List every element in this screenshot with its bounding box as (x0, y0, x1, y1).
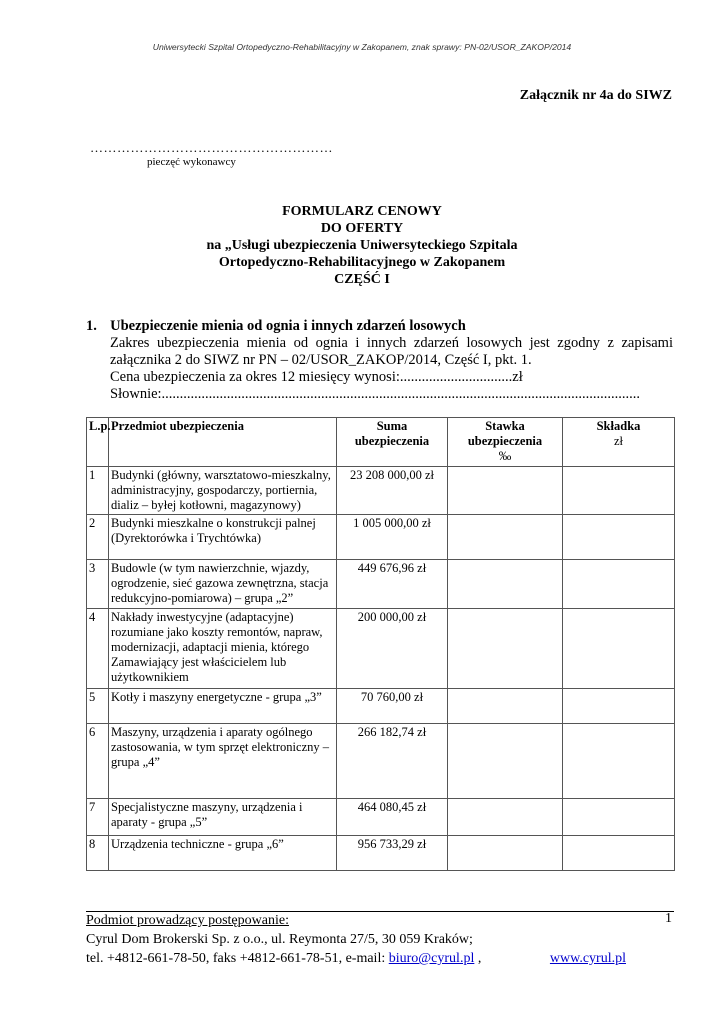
title-line-2: DO OFERTY (320, 221, 404, 236)
row-sum: 464 080,45 zł (337, 799, 448, 836)
row-premium-cell[interactable] (563, 724, 675, 799)
title-line-4: Ortopedyczno-Rehabilitacyjnego w Zakopanem (218, 255, 506, 270)
row-lp: 8 (87, 836, 109, 871)
row-lp: 4 (87, 609, 109, 689)
stamp-label: pieczęć wykonawcy (147, 156, 236, 168)
table-row (87, 689, 675, 724)
table-row (87, 609, 675, 689)
footer-comma: , (474, 951, 482, 966)
footer-contact: tel. +4812-661-78-50, faks +4812-661-78-51, e-mail: (86, 951, 389, 966)
header-rate-unit: ‰ (498, 449, 512, 463)
header-premium (563, 418, 675, 467)
table-row (87, 836, 675, 871)
table-row (87, 467, 675, 515)
price-line: Cena ubezpieczenia za okres 12 miesięcy wynosi:...............................zł (110, 369, 523, 385)
stamp-dots: ……………………………………………… (90, 140, 333, 155)
email-link[interactable]: biuro@cyrul.pl (388, 951, 475, 966)
row-rate-cell[interactable] (448, 724, 563, 799)
row-subject: Maszyny, urządzenia i aparaty ogólnego zastosowania, w tym sprzęt elektroniczny – grupa „4” (109, 724, 337, 799)
row-rate-cell[interactable] (448, 515, 563, 560)
header-sum (337, 418, 448, 467)
row-sum: 1 005 000,00 zł (337, 515, 448, 560)
header-rate-line1: Stawka (485, 419, 525, 433)
footer-line-2: Cyrul Dom Brokerski Sp. z o.o., ul. Reymonta 27/5, 30 059 Kraków; (86, 932, 473, 947)
title-line-1: FORMULARZ CENOWY (282, 204, 442, 219)
row-rate-cell[interactable] (448, 467, 563, 515)
row-sum: 266 182,74 zł (337, 724, 448, 799)
row-rate-cell[interactable] (448, 799, 563, 836)
row-lp: 7 (87, 799, 109, 836)
scope-line-1: Zakres ubezpieczenia mienia od ognia i innych zdarzeń losowych jest zgodny z zapisami (110, 335, 673, 351)
table-row (87, 724, 675, 799)
row-sum: 23 208 000,00 zł (337, 467, 448, 515)
row-sum: 449 676,96 zł (337, 560, 448, 609)
header-subject: Przedmiot ubezpieczenia (109, 418, 337, 467)
words-line: Słownie:.................................................................................................................................... (110, 386, 641, 402)
row-rate-cell[interactable] (448, 560, 563, 609)
row-lp: 3 (87, 560, 109, 609)
header-sum-line2: ubezpieczenia (354, 434, 430, 448)
table-row (87, 799, 675, 836)
row-subject: Nakłady inwestycyjne (adaptacyjne) rozumiane jako koszty remontów, napraw, modernizacji, adaptacji mienia, którego Zamawiający jest właścicielem lub użytkownikiem (109, 609, 337, 689)
row-lp: 2 (87, 515, 109, 560)
row-lp: 1 (87, 467, 109, 515)
row-rate-cell[interactable] (448, 689, 563, 724)
row-subject: Urządzenia techniczne - grupa „6” (109, 836, 337, 871)
header-rate-line2: ubezpieczenia (467, 434, 543, 448)
header-sum-line1: Suma (376, 419, 408, 433)
website-link[interactable]: www.cyrul.pl (549, 951, 626, 966)
row-rate-cell[interactable] (448, 836, 563, 871)
row-premium-cell[interactable] (563, 609, 675, 689)
table-row (87, 560, 675, 609)
row-premium-cell[interactable] (563, 560, 675, 609)
footer-line-3 (86, 949, 674, 968)
row-subject: Budynki (główny, warsztatowo-mieszkalny, administracyjny, gospodarczy, portiernia, dializ – byłej kotłowni, magazynowy) (109, 467, 337, 515)
title-line-5: CZĘŚĆ I (334, 272, 390, 287)
row-subject: Specjalistyczne maszyny, urządzenia i aparaty - grupa „5” (109, 799, 337, 836)
row-premium-cell[interactable] (563, 515, 675, 560)
row-premium-cell[interactable] (563, 799, 675, 836)
running-header: Uniwersytecki Szpital Ortopedyczno-Rehabilitacyjny w Zakopanem, znak sprawy: PN-02/USOR_ZAKOP/2014 (152, 42, 572, 52)
row-premium-cell[interactable] (563, 689, 675, 724)
annex-label: Załącznik nr 4a do SIWZ (519, 88, 672, 103)
header-lp: L.p. (87, 418, 109, 467)
row-subject: Budowle (w tym nawierzchnie, wjazdy, ogrodzenie, sieć gazowa zewnętrzna, stacja redukcyjno-pomiarowa) – grupa „2” (109, 560, 337, 609)
row-sum: 200 000,00 zł (337, 609, 448, 689)
header-rate (448, 418, 563, 467)
section-title: Ubezpieczenie mienia od ognia i innych zdarzeń losowych (110, 318, 466, 334)
title-line-3: na „Usługi ubezpieczenia Uniwersyteckiego Szpitala (206, 238, 518, 253)
header-premium-line2: zł (613, 434, 624, 448)
row-lp: 5 (87, 689, 109, 724)
scope-line-2: załącznika 2 do SIWZ nr PN – 02/USOR_ZAKOP/2014, Część I, pkt. 1. (110, 352, 532, 368)
footer-line-1: Podmiot prowadzący postępowanie: (86, 913, 289, 928)
row-subject: Budynki mieszkalne o konstrukcji palnej (Dyrektorówka i Trychtówka) (109, 515, 337, 560)
table-header-row (87, 418, 675, 467)
row-lp: 6 (87, 724, 109, 799)
row-sum: 70 760,00 zł (337, 689, 448, 724)
section-number: 1. (86, 318, 97, 334)
section-heading (86, 318, 466, 335)
page-number: 1 (665, 911, 672, 926)
table-row (87, 515, 675, 560)
row-premium-cell[interactable] (563, 836, 675, 871)
row-subject: Kotły i maszyny energetyczne - grupa „3” (109, 689, 337, 724)
price-table (86, 417, 675, 871)
row-rate-cell[interactable] (448, 609, 563, 689)
row-sum: 956 733,29 zł (337, 836, 448, 871)
row-premium-cell[interactable] (563, 467, 675, 515)
header-premium-line1: Składka (596, 419, 641, 433)
